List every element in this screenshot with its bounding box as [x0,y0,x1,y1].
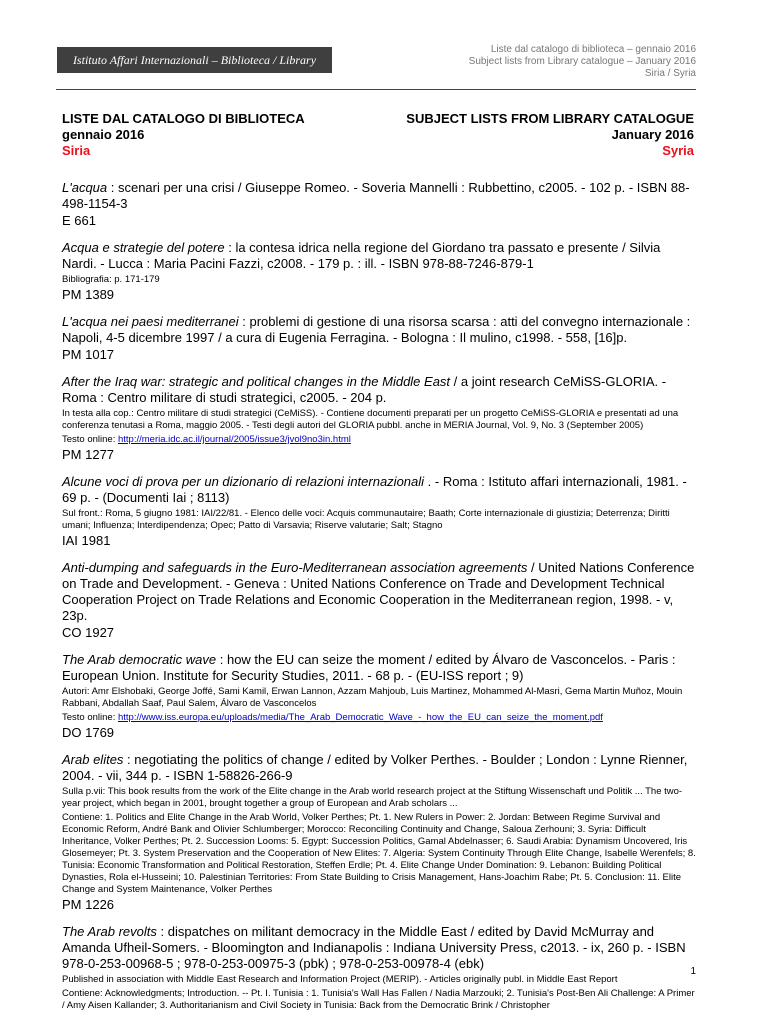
entry-citation [62,374,698,406]
entry-note: Autori: Amr Elshobaki, George Joffé, Sami Kamil, Erwan Lannon, Azzam Mahjoub, Luis Martinez, Mohammed Al-Masri, Gema Martin Muñoz, Mouin Rabbani, Abdallah Saaf, Paul Salem, Álvaro de Vasconcelos [62,686,683,709]
entry-citation [62,314,698,346]
header-line-country: Siria / Syria [644,68,696,79]
entry-citation [62,924,698,972]
entry-note: Published in association with Middle East Research and Information Project (MERIP). - Articles originally publ. in Middle East Report [62,974,618,985]
entry-details: : how the EU can seize the moment / edited by Álvaro de Vasconcelos. - Paris : European Union. Institute for Security Studies, 2011. - 68 p. - (EU-ISS report ; 9) [62,652,676,683]
entry-citation [62,240,698,272]
online-text-label: Testo online: [62,434,118,445]
catalogue-entry [62,240,698,303]
catalogue-entry [62,924,698,1012]
entry-note: Sul front.: Roma, 5 giugno 1981: IAI/22/81. - Elenco delle voci: Acquis communautaire; Baath; Corte internazionale di giustizia; Deterrenza; Diritti umani; Influenza; Interdipendenza; Opec; Patto di Varsavia; Riserve valutarie; Salt; Stagno [62,508,670,531]
entry-title: Alcune voci di prova per un dizionario di relazioni internazionali [62,474,425,489]
entry-note: Sulla p.vii: This book results from the work of the Elite change in the Arab world research project at the Stiftung Wissenschaft und Politik ... The two-year project, which began in 2001, brought together a group of European and Arab scholars ... [62,786,683,809]
entry-title: Acqua e strategie del potere [62,240,225,255]
title-italian [62,111,305,159]
entry-details: . - Roma : Istituto affari internazionali, 1981. - 69 p. - (Documenti Iai ; 8113) [62,474,687,505]
title-english-country: Syria [662,143,694,158]
entry-note: Contiene: Acknowledgments; Introduction. -- Pt. I. Tunisia : 1. Tunisia's Wall Has Fallen / Nadia Marzouki; 2. Tunisia's Post-Ben Ali Challenge: A Primer / Amy Aisen Kallander; 3. Authoritarianism and Civil Society in Tunisia: Back from the Democratic Brink / Christopher [62,988,695,1011]
entry-details: : scenari per una crisi / Giuseppe Romeo. - Soveria Mannelli : Rubbettino, c2005. - 102 p. - ISBN 88-498-1154-3 [62,180,690,211]
shelf-location: E 661 [62,213,96,228]
shelf-location: PM 1017 [62,347,115,362]
title-italian-country: Siria [62,143,91,158]
title-english-heading: SUBJECT LISTS FROM LIBRARY CATALOGUE [406,111,694,126]
entry-title: L'acqua [62,180,108,195]
online-text-link[interactable]: http://www.iss.europa.eu/uploads/media/The_Arab_Democratic_Wave_-_how_the_EU_can_seize_the_moment.pdf [117,712,603,723]
shelf-location: IAI 1981 [62,533,111,548]
library-banner: Istituto Affari Internazionali – Biblioteca / Library [57,47,332,73]
title-english-date: January 2016 [611,127,694,142]
entry-title: Anti-dumping and safeguards in the Euro-Mediterranean association agreements [62,560,528,575]
entry-details: : dispatches on militant democracy in the Middle East / edited by David McMurray and Amanda Ufheil-Somers. - Bloomington and Indianapolis : Indiana University Press, c2013. - ix, 260 p. - ISBN 978-0-253-00968-5 ; 978-0-253-00975-3 (pbk) ; 978-0-253-00978-4 (ebk) [62,924,686,971]
entry-details: : la contesa idrica nella regione del Giordano tra passato e presente / Silvia Nardi. - Lucca : Maria Pacini Fazzi, c2008. - 179 p. : ill. - ISBN 978-88-7246-879-1 [62,240,661,271]
online-text-label: Testo online: [62,712,118,723]
online-text-link[interactable]: http://meria.idc.ac.il/journal/2005/issue3/jvol9no3in.html [117,434,351,445]
entry-details: : negotiating the politics of change / edited by Volker Perthes. - Boulder ; London : Lynne Rienner, 2004. - vii, 344 p. - ISBN 1-58826-266-9 [62,752,688,783]
shelf-location: PM 1389 [62,287,115,302]
entry-details: / a joint research CeMiSS-GLORIA. - Roma : Centro militare di studi strategici, c2005. - 204 p. [62,374,667,405]
catalogue-entry [62,374,698,463]
catalogue-entry [62,560,698,641]
entry-note: Contiene: 1. Politics and Elite Change in the Arab World, Volker Perthes; Pt. 1. New Rulers in Power: 2. Jordan: Between Regime Survival and Economic Reform, André Bank and Olivier Schlumberger; Morocco: Reconciling Continuity and Change, Saloua Zerhouni; 3. Syria: Difficult Inheritance, Volker Perthes; Pt. 2. Succession Looms: 5. Egypt: Succession Politics, Gamal Abdelnasser; 6. Saudi Arabia: Dynamism Uncovered, Iris Glosemeyer; Pt. 3. System Preservation and the Cooperation of New Elites: 7. Algeria: System Continuity Through Elite Change, Isabelle Werenfels; 8. Tunisia: Economic Transformation and Political Restoration, Steffen Erdle; Pt. 4. Elite Change Under Domination: 9. Lebanon: Building Political Dynasties, Rola el-Husseini; 10. Palestinian Territories: From State Building to Crisis Management, Hans-Joachim Rabe; Pt. 5. Conclusion: 11. Elite Change and System Maintenance, Volker Perthes [62,812,696,895]
page-number: 1 [690,966,696,977]
entry-citation [62,752,698,784]
entry-citation [62,180,698,212]
catalogue-entries [62,180,698,1023]
header-line-en: Subject lists from Library catalogue – January 2016 [468,56,696,67]
shelf-location: PM 1277 [62,447,115,462]
entry-title: The Arab revolts [62,924,157,939]
title-english [406,111,694,159]
shelf-location: CO 1927 [62,625,115,640]
title-italian-date: gennaio 2016 [62,127,145,142]
entry-title: The Arab democratic wave [62,652,217,667]
catalogue-entry [62,314,698,363]
entry-title: Arab elites [62,752,124,767]
entry-citation [62,474,698,506]
entry-citation [62,560,698,624]
catalogue-entry [62,652,698,741]
entry-online-text [62,434,698,446]
title-italian-heading: LISTE DAL CATALOGO DI BIBLIOTECA [62,111,305,126]
shelf-location: DO 1769 [62,725,115,740]
catalogue-entry [62,180,698,229]
catalogue-entry [62,752,698,913]
entry-title: L'acqua nei paesi mediterranei [62,314,239,329]
entry-details: : problemi di gestione di una risorsa scarsa : atti del convegno internazionale : Napoli, 4-5 dicembre 1997 / a cura di Eugenia Ferragina. - Bologna : Il mulino, c1998. - 558, [16]p. [62,314,691,345]
entry-details: / United Nations Conference on Trade and Development. - Geneva : United Nations Conference on Trade and Development Technical Cooperation Project on Trade Relations and Economic Cooperation in the Mediterranean region, 1998. - v, 23p. [62,560,695,623]
header-line-it: Liste dal catalogo di biblioteca – gennaio 2016 [490,44,696,55]
entry-online-text [62,712,698,724]
shelf-location: PM 1226 [62,897,115,912]
entry-title: After the Iraq war: strategic and political changes in the Middle East [62,374,451,389]
running-header [469,44,696,80]
catalogue-entry [62,474,698,549]
header-divider [56,89,696,90]
entry-citation [62,652,698,684]
entry-note: Bibliografia: p. 171-179 [62,274,160,285]
entry-note: In testa alla cop.: Centro militare di studi strategici (CeMiSS). - Contiene documenti preparati per un progetto CeMiSS-GLORIA e presentati ad una conferenza tenutasi a Roma, maggio 2005. - Testi degli autori del GLORIA pubbl. anche in MERIA Journal, Vol. 9, No. 3 (September 2005) [62,408,679,431]
